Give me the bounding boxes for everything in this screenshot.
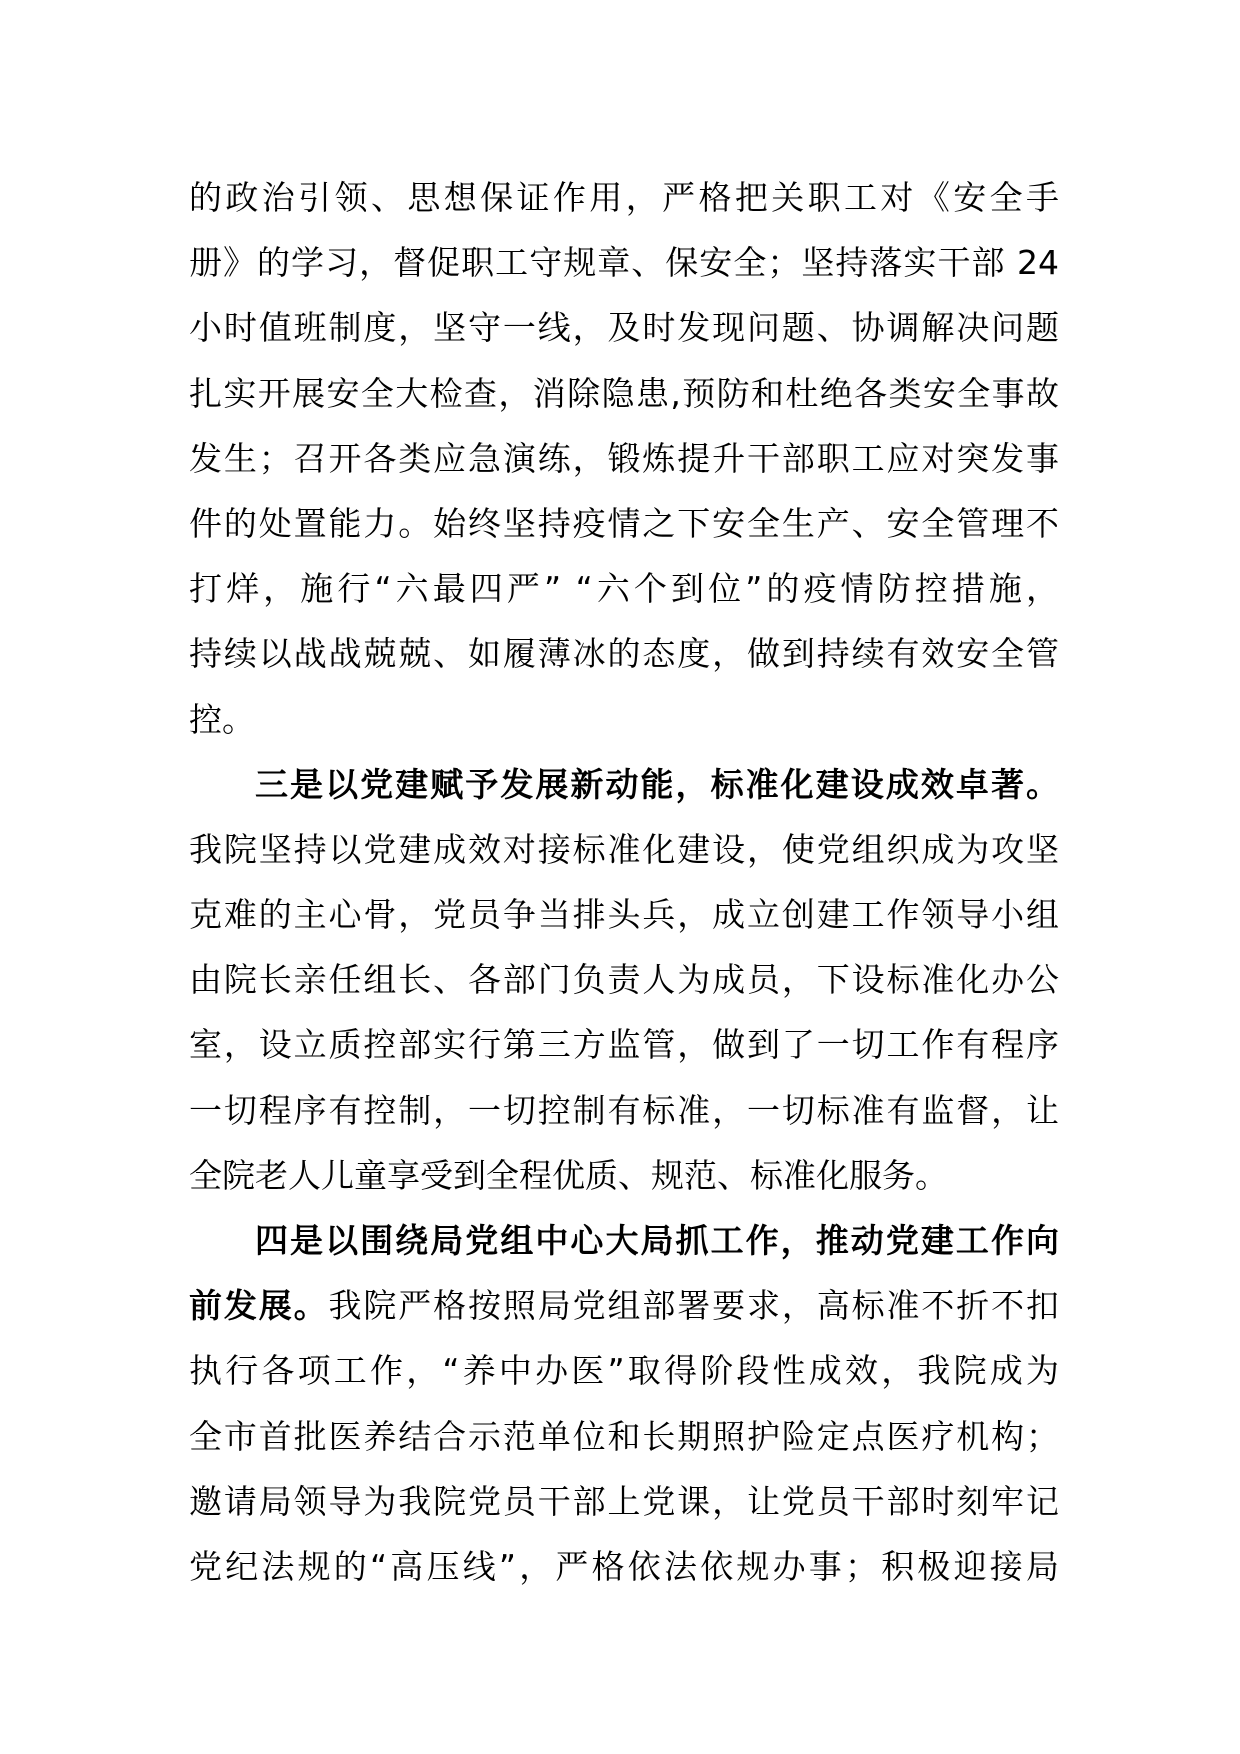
- text-line: 由院长亲任组长、各部门负责人为成员，下设标准化办公: [189, 960, 1059, 1000]
- text-line: 我院坚持以党建成效对接标准化建设，使党组织成为攻坚: [189, 829, 1059, 869]
- text-line: 册》的学习，督促职工守规章、保安全；坚持落实干部 24: [189, 243, 1059, 283]
- text-line: 克难的主心骨，党员争当排头兵，成立创建工作领导小组: [189, 895, 1059, 935]
- section-heading-4-tail: 前发展。: [189, 1286, 329, 1326]
- text-line: 全院老人儿童享受到全程优质、规范、标准化服务。: [189, 1155, 948, 1195]
- text-line: 室，设立质控部实行第三方监管，做到了一切工作有程序: [189, 1025, 1059, 1065]
- text-line: 打烊，施行“六最四严” “六个到位”的疫情防控措施，: [189, 569, 1059, 609]
- section-heading-3: 三是以党建赋予发展新动能，标准化建设成效卓著。: [255, 764, 1059, 804]
- body-text: [189, 165, 1059, 1599]
- text-line: 一切程序有控制，一切控制有标准，一切标准有监督，让: [189, 1090, 1059, 1130]
- section-heading-4: 四是以围绕局党组中心大局抓工作，推动党建工作向: [255, 1221, 1059, 1260]
- text-line: 持续以战战兢兢、如履薄冰的态度，做到持续有效安全管: [189, 634, 1059, 674]
- text-line-mixed: [189, 1273, 1059, 1338]
- text-line: 发生；召开各类应急演练，锻炼提升干部职工应对突发事: [189, 438, 1059, 478]
- text-line: 全市首批医养结合示范单位和长期照护险定点医疗机构；: [189, 1416, 1059, 1456]
- text-line: 党纪法规的“高压线”，严格依法依规办事；积极迎接局: [189, 1546, 1059, 1586]
- text-line: 执行各项工作，“养中办医”取得阶段性成效，我院成为: [189, 1351, 1059, 1391]
- text-fragment: 我院严格按照局党组部署要求，高标准不折不扣: [328, 1286, 1059, 1326]
- text-line: 的政治引领、思想保证作用，严格把关职工对《安全手: [189, 178, 1059, 217]
- text-line: 小时值班制度，坚守一线，及时发现问题、协调解决问题: [189, 308, 1059, 348]
- text-line: 件的处置能力。始终坚持疫情之下安全生产、安全管理不: [189, 503, 1059, 543]
- text-line: 扎实开展安全大检查，消除隐患,预防和杜绝各类安全事故: [189, 373, 1059, 413]
- text-line: 邀请局领导为我院党员干部上党课，让党员干部时刻牢记: [189, 1481, 1059, 1521]
- text-line: 控。: [189, 699, 255, 739]
